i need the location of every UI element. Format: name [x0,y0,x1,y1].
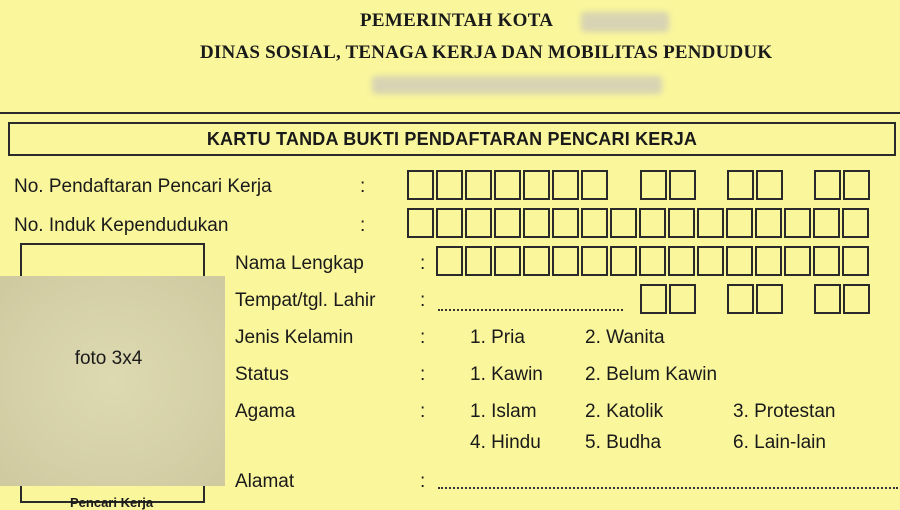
char-box[interactable] [640,170,667,200]
redacted-city-name [581,12,669,32]
char-box[interactable] [669,284,696,314]
religion-option-protestant[interactable]: 3. Protestan [733,401,836,422]
char-box[interactable] [494,246,521,276]
label-birth: Tempat/tgl. Lahir [235,290,376,311]
label-religion: Agama [235,401,296,422]
gender-option-male[interactable]: 1. Pria [470,327,525,348]
char-box[interactable] [407,170,434,200]
char-box[interactable] [668,246,695,276]
religion-option-buddhist[interactable]: 5. Budha [585,432,662,453]
char-box[interactable] [697,246,724,276]
colon: : [420,364,426,385]
char-box[interactable] [697,208,724,238]
colon: : [420,401,426,422]
religion-option-islam[interactable]: 1. Islam [470,401,537,422]
char-box[interactable] [726,208,753,238]
header-line2: DINAS SOSIAL, TENAGA KERJA DAN MOBILITAS PENDUDUK [200,42,773,63]
char-box[interactable] [436,246,463,276]
char-box[interactable] [842,208,869,238]
char-box[interactable] [756,170,783,200]
colon: : [360,176,366,197]
char-box[interactable] [436,208,463,238]
char-box[interactable] [755,208,782,238]
char-box[interactable] [494,208,521,238]
status-option-single[interactable]: 2. Belum Kawin [585,364,718,385]
card-title: KARTU TANDA BUKTI PENDAFTARAN PENCARI KERJA [206,128,698,149]
reg-no-boxes-3[interactable] [727,170,785,200]
char-box[interactable] [581,170,608,200]
religion-option-hindu[interactable]: 4. Hindu [470,432,541,453]
birth-day-boxes[interactable] [640,284,698,314]
char-box[interactable] [552,170,579,200]
char-box[interactable] [668,208,695,238]
char-box[interactable] [756,284,783,314]
reg-no-boxes-2[interactable] [640,170,698,200]
char-box[interactable] [784,246,811,276]
char-box[interactable] [784,208,811,238]
header-divider [0,112,900,114]
char-box[interactable] [755,246,782,276]
nik-boxes[interactable] [407,208,871,238]
char-box[interactable] [523,246,550,276]
char-box[interactable] [465,246,492,276]
redacted-address [372,76,662,94]
colon: : [420,327,426,348]
char-box[interactable] [814,284,841,314]
reg-no-boxes-4[interactable] [814,170,872,200]
colon: : [420,253,426,274]
label-nik: No. Induk Kependudukan [14,215,229,236]
birth-year-boxes[interactable] [814,284,872,314]
char-box[interactable] [610,246,637,276]
char-box[interactable] [843,284,870,314]
char-box[interactable] [436,170,463,200]
colon: : [420,290,426,311]
char-box[interactable] [465,170,492,200]
photo-placeholder [0,276,225,486]
char-box[interactable] [552,246,579,276]
name-boxes[interactable] [436,246,871,276]
label-gender: Jenis Kelamin [235,327,354,348]
religion-option-catholic[interactable]: 2. Katolik [585,401,664,422]
char-box[interactable] [639,246,666,276]
char-box[interactable] [814,170,841,200]
label-status: Status [235,364,289,385]
gender-option-female[interactable]: 2. Wanita [585,327,665,348]
char-box[interactable] [552,208,579,238]
char-box[interactable] [523,208,550,238]
char-box[interactable] [465,208,492,238]
char-box[interactable] [843,170,870,200]
char-box[interactable] [610,208,637,238]
char-box[interactable] [842,246,869,276]
colon: : [420,471,426,492]
char-box[interactable] [727,284,754,314]
address-line[interactable] [438,487,898,489]
char-box[interactable] [813,246,840,276]
birthplace-line[interactable] [438,309,623,311]
char-box[interactable] [640,284,667,314]
label-address: Alamat [235,471,295,492]
photo-label: foto 3x4 [74,348,143,369]
char-box[interactable] [639,208,666,238]
char-box[interactable] [581,208,608,238]
photo-caption: Pencari Kerja [70,495,154,510]
religion-option-other[interactable]: 6. Lain-lain [733,432,826,453]
char-box[interactable] [523,170,550,200]
char-box[interactable] [407,208,434,238]
char-box[interactable] [669,170,696,200]
card-title-box [8,122,896,156]
char-box[interactable] [494,170,521,200]
char-box[interactable] [726,246,753,276]
colon: : [360,215,366,236]
header-line1: PEMERINTAH KOTA [360,10,554,31]
char-box[interactable] [813,208,840,238]
char-box[interactable] [581,246,608,276]
char-box[interactable] [727,170,754,200]
label-reg-no: No. Pendaftaran Pencari Kerja [14,176,272,197]
label-name: Nama Lengkap [235,253,364,274]
reg-no-boxes-1[interactable] [407,170,610,200]
birth-month-boxes[interactable] [727,284,785,314]
status-option-married[interactable]: 1. Kawin [470,364,543,385]
